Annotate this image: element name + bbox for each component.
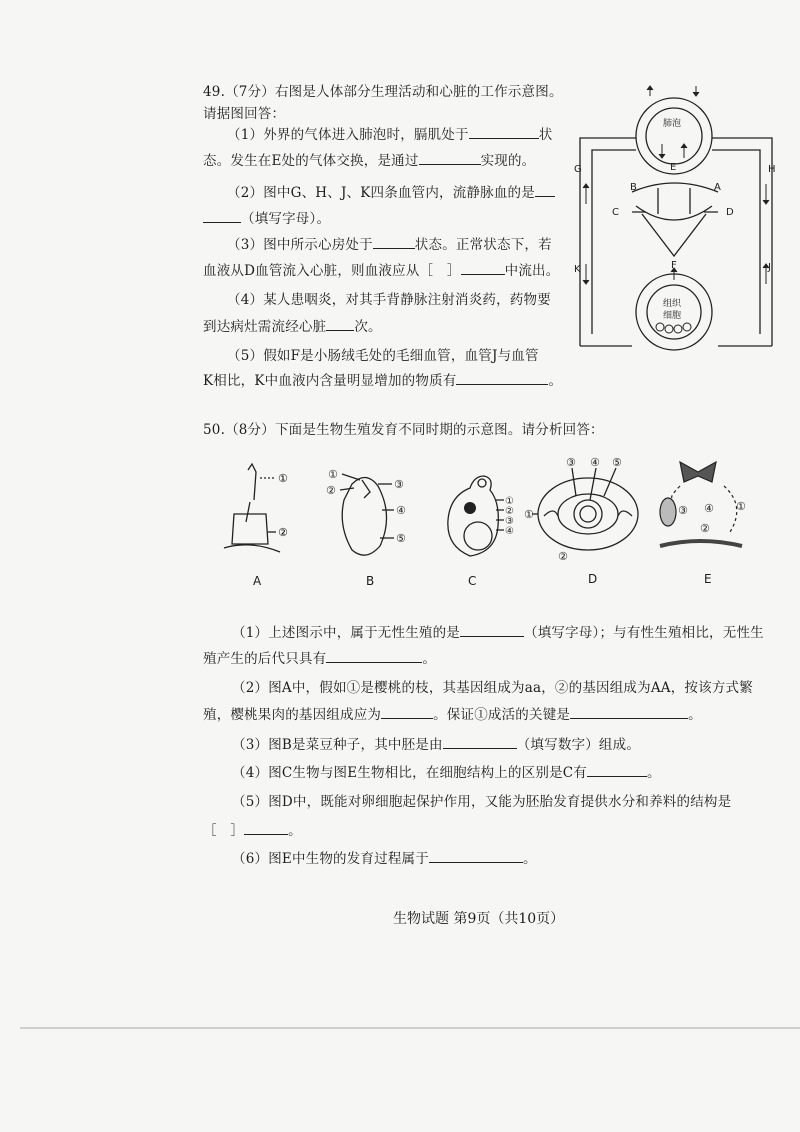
q49-p1-text-a: （1）外界的气体进入肺泡时，膈肌处于	[227, 127, 469, 143]
q50-part2-line2	[203, 704, 702, 725]
q50-p4-text-b: 。	[647, 765, 661, 781]
tissue-cell-3	[674, 325, 682, 333]
answer-blank[interactable]	[373, 234, 415, 249]
mark-b-5: ⑤	[396, 532, 406, 545]
scion-stem	[246, 502, 250, 522]
label-k: K	[574, 264, 581, 275]
figure-label-e: E	[704, 572, 712, 586]
q49-p1-text-b: 状	[538, 127, 553, 143]
mark-e-3: ③	[678, 504, 688, 517]
q49-part3-line1	[227, 234, 552, 255]
mark-d-4: ④	[590, 456, 600, 469]
mark-b-3: ③	[394, 478, 404, 491]
label-c: C	[612, 207, 619, 218]
label-g: G	[574, 164, 582, 175]
tissue-cell-1	[656, 323, 664, 331]
q50-part2-line1: （2）图A中，假如①是樱桃的枝，其基因组成为aa，②的基因组成为AA，按该方式繁	[232, 680, 753, 696]
ground-line	[224, 545, 280, 552]
figure-d-bird-egg	[524, 456, 650, 560]
q49-part4-line1: （4）某人患咽炎，对其手背静脉注射消炎药，药物要	[227, 292, 551, 308]
label-a: A	[714, 182, 721, 193]
figure-b-bean-seed	[322, 466, 412, 562]
air-out-arrow	[693, 86, 699, 96]
mark-e-2: ②	[700, 522, 710, 535]
label-f: F	[671, 260, 677, 271]
q49-part2-line1	[227, 182, 555, 203]
tissue-cell-2	[665, 325, 673, 333]
q50-header: 50.（8分）下面是生物生殖发育不同时期的示意图。请分析回答：	[203, 422, 604, 438]
label-h: H	[768, 164, 776, 175]
vacuole	[464, 522, 492, 550]
heart-atria	[636, 206, 712, 220]
q50-p2-text-d: 。	[688, 707, 702, 723]
label-j: J	[768, 262, 771, 273]
vessel-outer-left	[580, 138, 636, 346]
gas-arrow-2	[681, 144, 687, 158]
q50-part5-line1: （5）图D中，既能对卵细胞起保护作用，又能为胚胎发育提供水分和养料的结构是	[232, 794, 732, 810]
flow-arrow-h	[763, 184, 769, 204]
q49-p5-text-c: 。	[548, 373, 563, 389]
q50-part1-line2	[203, 648, 436, 669]
answer-blank[interactable]	[460, 622, 524, 637]
q50-p2-text-c: 。保证①成活的关键是	[433, 707, 571, 723]
q50-p3-text-b: （填写数字）组成。	[516, 737, 641, 753]
answer-blank[interactable]	[203, 208, 241, 223]
q49-p5-text-b: K相比，K中血液内含量明显增加的物质有	[203, 373, 457, 389]
mark-c-1: ①	[505, 496, 514, 507]
answer-blank[interactable]	[469, 124, 539, 139]
q49-part4-line2	[203, 316, 382, 337]
mark-c-3: ③	[505, 516, 514, 527]
chalazae	[544, 511, 632, 516]
mark-d-1: ①	[524, 508, 534, 521]
nucleus	[464, 502, 476, 514]
egg-shell	[538, 478, 638, 550]
flow-arrow-g	[583, 184, 589, 204]
cell-outline	[448, 476, 498, 556]
rootstock	[232, 514, 268, 544]
q50-part3	[232, 734, 640, 755]
germinal-disc	[580, 506, 596, 522]
answer-blank[interactable]	[326, 316, 354, 331]
vessel-outer-right	[712, 138, 772, 346]
figure-e-moth-lifecycle	[650, 456, 750, 562]
answer-blank[interactable]	[429, 848, 523, 863]
answer-blank[interactable]	[456, 370, 548, 385]
q49-part2-line2	[203, 208, 330, 229]
pupa	[660, 498, 676, 526]
mark-c-2: ②	[505, 506, 514, 517]
figure-c-yeast	[440, 466, 522, 562]
scan-artifact-line	[20, 1027, 800, 1029]
cycle-arrow-right	[724, 486, 737, 532]
embryo	[362, 480, 370, 498]
q50-p1-text-c: 殖产生的后代只具有	[203, 651, 327, 667]
mark-a-2: ②	[278, 526, 288, 539]
heart-great-vessels	[658, 188, 690, 214]
page-footer: 生物试题 第9页（共10页）	[393, 911, 565, 927]
q50-part1-line1	[232, 622, 764, 643]
larva	[660, 541, 742, 546]
answer-blank[interactable]	[587, 762, 647, 777]
q49-p4-text-b: 到达病灶需流经心脏	[203, 319, 327, 335]
label-e: E	[670, 162, 677, 173]
figure-label-d: D	[588, 572, 598, 586]
q50-part5-line2	[203, 820, 302, 841]
label-alveolus: 肺泡	[663, 119, 682, 129]
tissue-cell-4	[683, 323, 691, 331]
q49-p3-text-a: （3）图中所示心房处于	[227, 237, 373, 253]
answer-blank[interactable]	[535, 182, 555, 197]
mark-b-1: ①	[328, 468, 338, 481]
q49-part1-line2	[203, 150, 535, 171]
mark-b-4: ④	[396, 504, 406, 517]
q50-p5-text-c: 。	[288, 823, 302, 839]
label-tissue-1: 组织	[663, 299, 682, 309]
q50-p6-text-b: 。	[522, 851, 537, 867]
answer-blank[interactable]	[244, 820, 288, 835]
figure-a-grafting	[220, 462, 300, 562]
q50-p2-text-b: 殖，樱桃果肉的基因组成应为	[203, 707, 382, 723]
q49-p3-text-b: 状态。正常状态下，若	[414, 237, 552, 253]
circulation-diagram	[572, 84, 778, 352]
answer-blank[interactable]	[326, 648, 422, 663]
air-in-arrow	[647, 86, 653, 96]
q49-header: 49.（7分）右图是人体部分生理活动和心脏的工作示意图。	[203, 84, 563, 100]
mark-b-2: ②	[326, 484, 336, 497]
answer-blank[interactable]	[570, 704, 688, 719]
mark-d-3: ③	[566, 456, 576, 469]
answer-blank[interactable]	[381, 704, 433, 719]
q49-p4-text-c: 次。	[354, 319, 382, 335]
q49-part3-line2	[203, 260, 559, 281]
q50-part4	[232, 762, 661, 783]
q49-p2-text-b: （填写字母）。	[241, 211, 331, 227]
answer-blank[interactable]	[443, 734, 517, 749]
label-d: D	[726, 207, 734, 218]
mark-e-1: ①	[736, 500, 746, 513]
q49-part5-line2	[203, 370, 562, 391]
q49-p3-text-d: 中流出。	[504, 263, 560, 279]
leader-b2	[340, 488, 354, 490]
q49-p2-text-a: （2）图中G、H、J、K四条血管内，流静脉血的是	[227, 185, 535, 201]
q50-p1-text-d: 。	[422, 651, 437, 667]
answer-blank[interactable]	[461, 260, 505, 275]
q50-part6	[232, 848, 537, 869]
q50-p3-text-a: （3）图B是菜豆种子，其中胚是由	[232, 737, 443, 753]
q50-p5-text-b: ［ ］	[203, 823, 245, 839]
mark-e-4: ④	[704, 502, 714, 515]
mark-d-5: ⑤	[612, 456, 622, 469]
vessel-inner-left	[592, 150, 636, 334]
vessel-inner-right	[712, 150, 760, 334]
q49-part1-line1	[227, 124, 552, 145]
q49-p1-text-d: 实现的。	[480, 153, 536, 169]
mark-a-1: ①	[278, 472, 288, 485]
label-b: B	[630, 182, 637, 193]
cycle-arrow-left	[672, 486, 680, 498]
mark-c-4: ④	[505, 526, 514, 537]
alveolus-inner	[646, 108, 702, 164]
label-tissue-2: 细胞	[663, 311, 682, 321]
q49-p3-text-c: 血液从D血管流入心脏，则血液应从［ ］	[203, 263, 461, 279]
figure-label-b: B	[366, 574, 375, 588]
q49-header-2: 请据图回答：	[203, 106, 286, 122]
q49-part5-line1: （5）假如F是小肠绒毛处的毛细血管，血管J与血管	[227, 348, 539, 364]
flow-arrow-k	[583, 264, 589, 284]
scion-shoot	[248, 464, 256, 500]
yolk	[574, 500, 602, 528]
answer-blank[interactable]	[419, 150, 481, 165]
leader-b1	[342, 474, 360, 480]
q50-p4-text-a: （4）图C生物与图E生物相比，在细胞结构上的区别是C有	[232, 765, 588, 781]
q49-p1-text-c: 态。发生在E处的气体交换，是通过	[203, 153, 419, 169]
q50-p1-text-b: （填写字母）；与有性生殖相比，无性生	[524, 625, 764, 641]
gas-arrow-1	[659, 144, 665, 158]
mark-d-2: ②	[558, 550, 568, 560]
moth-adult	[680, 462, 716, 482]
figure-label-a: A	[253, 574, 262, 588]
q50-p1-text-a: （1）上述图示中，属于无性生殖的是	[232, 625, 460, 641]
figure-label-c: C	[468, 574, 477, 588]
heart-vessel-top	[632, 183, 718, 192]
q50-p6-text-a: （6）图E中生物的发育过程属于	[232, 851, 429, 867]
bud	[478, 479, 486, 487]
